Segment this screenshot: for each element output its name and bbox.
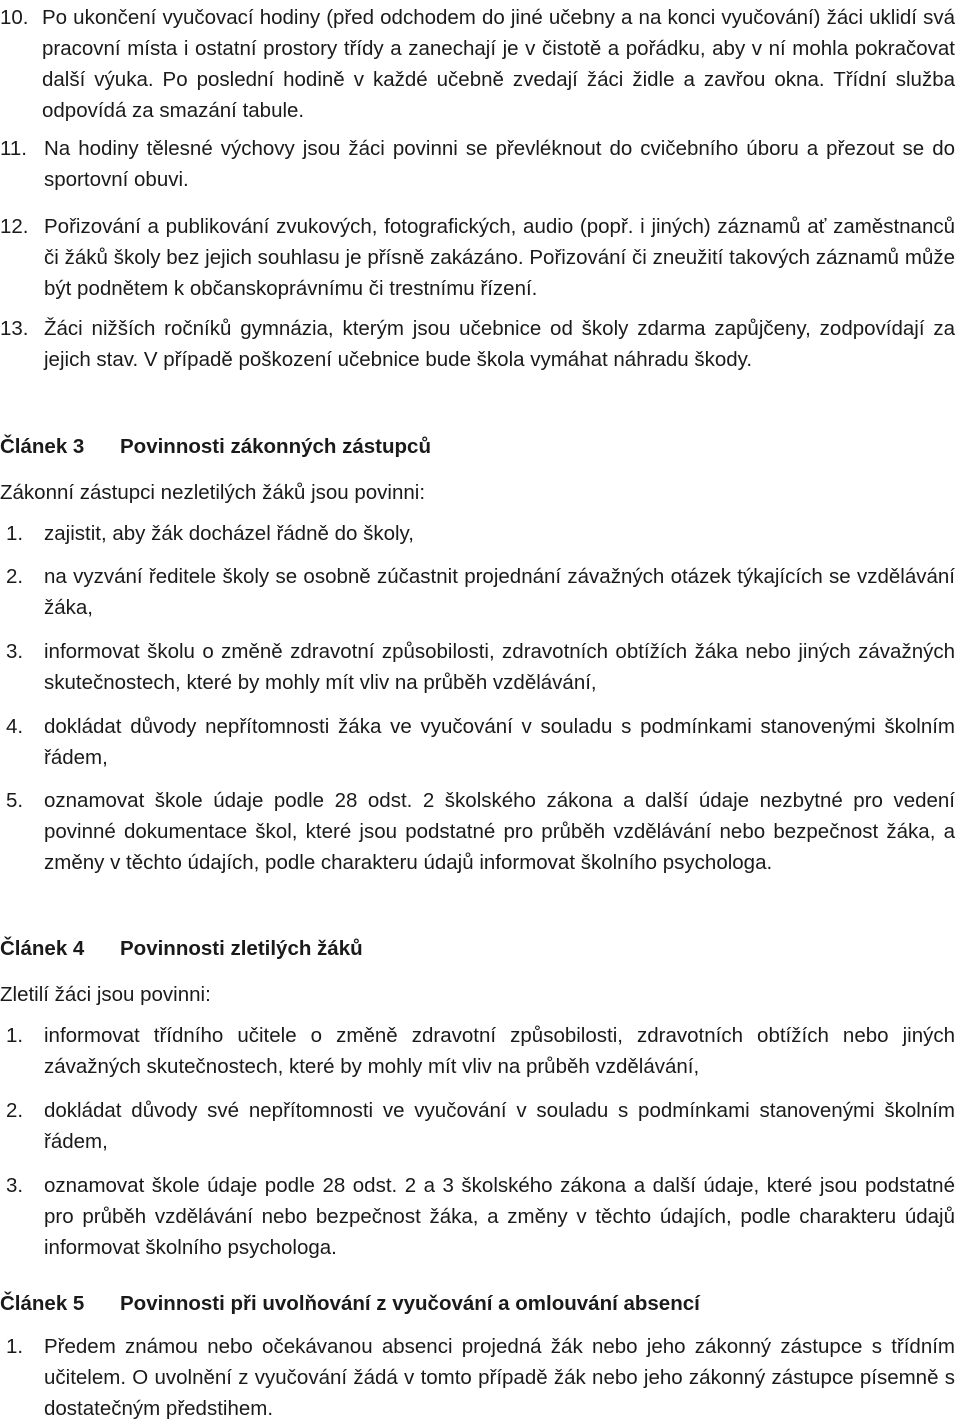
item-text: Žáci nižších ročníků gymnázia, kterým jsou učebnice od školy zdarma zapůjčeny, zodpovídají za jejich stav. V případě poškození učebnice bude škola vymáhat náhradu škody. xyxy=(44,317,955,371)
item-text: Po ukončení vyučovací hodiny (před odchodem do jiné učebny a na konci vyučování) žáci uklidí svá pracovní místa i ostatní prostory třídy a zanechají je v čistotě a pořádku, aby v ní mohla pokračovat další výuka. Po poslední hodině v každé učebně zvedají žáci židle a zavřou okna. Třídní služba odpovídá za smazání tabule. xyxy=(42,6,955,122)
section-intro: Zákonní zástupci nezletilých žáků jsou povinni: xyxy=(0,481,426,504)
list-item xyxy=(0,711,955,773)
article-label: Článek 4 xyxy=(0,937,85,960)
item-number: 1. xyxy=(6,522,24,545)
list-item-10 xyxy=(0,2,955,126)
item-text: Na hodiny tělesné výchovy jsou žáci povinni se převléknout do cvičebního úboru a přezout se do sportovní obuvi. xyxy=(44,137,955,191)
article-title: Povinnosti zletilých žáků xyxy=(120,937,363,960)
item-text: oznamovat škole údaje podle 28 odst. 2 a 3 školského zákona a další údaje, které jsou podstatné pro průběh vzdělávání nebo bezpečnost žáka, a změny v těchto údajích, podle charakteru údajů informovat školního psychologa. xyxy=(44,1174,955,1259)
item-number: 13. xyxy=(0,317,29,340)
item-number: 12. xyxy=(0,215,29,238)
item-number: 2. xyxy=(6,1099,24,1122)
section-heading-clanek-4 xyxy=(0,933,955,964)
item-text: na vyzvání ředitele školy se osobně zúčastnit projednání závažných otázek týkajících se vzdělávání žáka, xyxy=(44,565,955,619)
list-item xyxy=(0,1170,955,1263)
article-title: Povinnosti zákonných zástupců xyxy=(120,435,431,458)
section-heading-clanek-3 xyxy=(0,431,955,462)
item-number: 3. xyxy=(6,640,24,663)
article-label: Článek 5 xyxy=(0,1292,85,1315)
item-number: 5. xyxy=(6,789,24,812)
list-item xyxy=(0,561,955,623)
item-number: 10. xyxy=(0,6,29,29)
item-text: oznamovat škole údaje podle 28 odst. 2 školského zákona a další údaje nezbytné pro vedení povinné dokumentace škol, které jsou podstatné pro průběh vzdělávání nebo bezpečnost žáka, a změny v těchto údajích, podle charakteru údajů informovat školního psychologa. xyxy=(44,789,955,874)
item-number: 1. xyxy=(6,1335,24,1358)
list-item xyxy=(0,1095,955,1157)
article-label: Článek 3 xyxy=(0,435,85,458)
item-number: 4. xyxy=(6,715,24,738)
list-item-13 xyxy=(0,313,955,375)
item-text: dokládat důvody nepřítomnosti žáka ve vyučování v souladu s podmínkami stanovenými školním řádem, xyxy=(44,715,955,769)
list-item xyxy=(0,518,955,549)
section-heading-clanek-5 xyxy=(0,1288,955,1319)
list-item xyxy=(0,636,955,698)
item-number: 3. xyxy=(6,1174,24,1197)
article-title: Povinnosti při uvolňování z vyučování a omlouvání absencí xyxy=(120,1292,700,1315)
section-intro: Zletilí žáci jsou povinni: xyxy=(0,983,211,1006)
list-item xyxy=(0,1020,955,1082)
item-text: informovat školu o změně zdravotní způsobilosti, zdravotních obtížích žáka nebo jiných závažných skutečnostech, které by mohly mít vliv na průběh vzdělávání, xyxy=(44,640,955,694)
list-item xyxy=(0,785,955,878)
item-text: zajistit, aby žák docházel řádně do školy, xyxy=(44,522,414,545)
list-item xyxy=(0,1331,955,1424)
item-text: Pořizování a publikování zvukových, fotografických, audio (popř. i jiných) záznamů ať zaměstnanců či žáků školy bez jejich souhlasu je přísně zakázáno. Pořizování či zneužití takových záznamů může být podnětem k občanskoprávnímu či trestnímu řízení. xyxy=(44,215,955,300)
list-item-12 xyxy=(0,211,955,304)
item-text: dokládat důvody své nepřítomnosti ve vyučování v souladu s podmínkami stanovenými školním řádem, xyxy=(44,1099,955,1153)
item-text: Předem známou nebo očekávanou absenci projedná žák nebo jeho zákonný zástupce s třídním učitelem. O uvolnění z vyučování žádá v tomto případě žák nebo jeho zákonný zástupce písemně s dostatečným předstihem. xyxy=(44,1335,955,1420)
item-text: informovat třídního učitele o změně zdravotní způsobilosti, zdravotních obtížích nebo jiných závažných skutečnostech, které by mohly mít vliv na průběh vzdělávání, xyxy=(44,1024,955,1078)
item-number: 2. xyxy=(6,565,24,588)
item-number: 11. xyxy=(0,137,27,160)
item-number: 1. xyxy=(6,1024,24,1047)
list-item-11 xyxy=(0,133,955,195)
